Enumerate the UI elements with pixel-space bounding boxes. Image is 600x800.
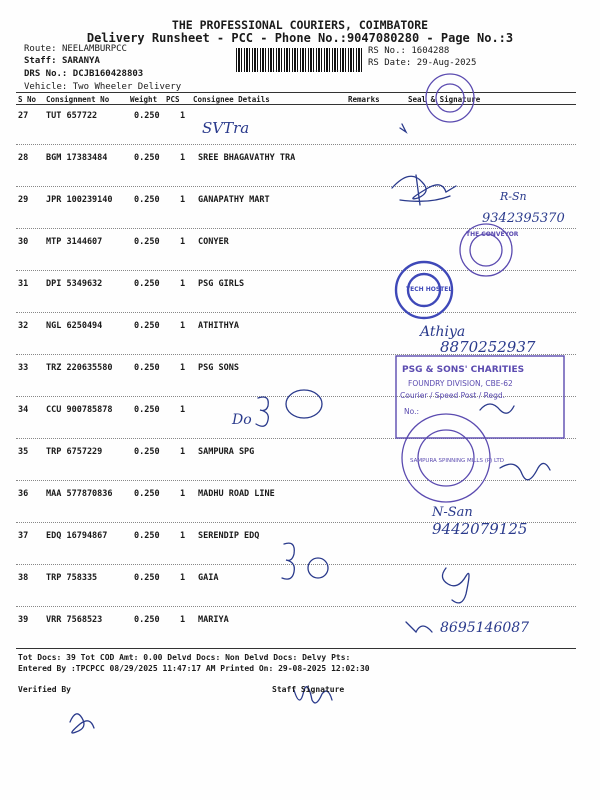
table-row: 29 JPR 100239140 0.250 1 GANAPATHY MART <box>18 195 270 205</box>
handwritten-r39: 8695146087 <box>440 620 530 636</box>
handwritten-r37-phone: 9442079125 <box>432 520 528 538</box>
table-row: 30 MTP 3144607 0.250 1 CONYER <box>18 237 229 247</box>
table-row: 32 NGL 6250494 0.250 1 ATHITHYA <box>18 321 239 331</box>
rs-date-line: RS Date: 29-Aug-2025 <box>368 58 477 68</box>
stamp-no: No.: <box>404 407 419 416</box>
table-row: 33 TRZ 220635580 0.250 1 PSG SONS <box>18 363 239 373</box>
conveyor-stamp-text: THE CONVEYOR <box>466 231 519 238</box>
table-row: 39 VRR 7568523 0.250 1 MARIYA <box>18 615 229 625</box>
row-divider <box>16 606 576 607</box>
row-divider <box>16 522 576 523</box>
col-consignee: Consignee Details <box>193 95 270 104</box>
verified-signature <box>70 714 94 733</box>
handwritten-r34: Do <box>232 412 252 428</box>
hostel-stamp-text: TECH HOSTEL <box>406 286 453 293</box>
row-divider <box>16 354 576 355</box>
table-row: 28 BGM 17383484 0.250 1 SREE BHAGAVATHY TRA <box>18 153 296 163</box>
handwritten-r29-name: R-Sn <box>500 190 527 203</box>
table-row: 36 MAA 577870836 0.250 1 MADHU ROAD LINE <box>18 489 275 499</box>
handwritten-r27: SVTra <box>202 119 250 137</box>
runsheet-title: Delivery Runsheet - PCC - Phone No.:9047080280 - Page No.:3 <box>86 31 514 45</box>
verified-by-label: Verified By <box>18 685 71 694</box>
stamp-courier: Courier / Speed Post / Regd. <box>400 391 506 400</box>
col-remarks: Remarks <box>348 95 380 104</box>
barcode <box>236 48 364 72</box>
handwritten-r37-name: N-San <box>432 505 473 520</box>
drs-line: DRS No.: DCJB160428803 <box>24 69 144 79</box>
table-row: 38 TRP 758335 0.250 1 GAIA <box>18 573 219 583</box>
header-rule <box>16 92 576 93</box>
stamp-psg-charities: PSG & SONS' CHARITIES <box>402 365 525 375</box>
handwritten-r29-phone: 9342395370 <box>482 211 565 226</box>
table-row: 27 TUT 657722 0.250 1 <box>18 111 186 121</box>
row-divider <box>16 228 576 229</box>
row-divider <box>16 438 576 439</box>
table-row: 34 CCU 900785878 0.250 1 <box>18 405 186 415</box>
totals-line: Tot Docs: 39 Tot COD Amt: 0.00 Delvd Docs: Non Delvd Docs: Delvy Pts: <box>18 653 351 662</box>
stamp-foundry: FOUNDRY DIVISION, CBE-62 <box>408 379 513 388</box>
staff-line: Staff: SARANYA <box>24 56 100 66</box>
row-divider <box>16 144 576 145</box>
staff-value: SARANYA <box>61 56 100 66</box>
table-row: 37 EDQ 16794867 0.250 1 SERENDIP EDQ <box>18 531 260 541</box>
col-pcs: PCS <box>166 95 180 104</box>
staff-signature-label: Staff Signature <box>272 685 345 694</box>
handwritten-r32: Athiya <box>420 324 466 340</box>
row-divider <box>16 480 576 481</box>
table-row: 35 TRP 6757229 0.250 1 SAMPURA SPG <box>18 447 255 457</box>
row-divider <box>16 564 576 565</box>
table-bottom-rule <box>16 648 576 649</box>
company-title: THE PROFESSIONAL COURIERS, COIMBATORE <box>171 18 429 32</box>
row-divider <box>16 270 576 271</box>
col-weight: Weight <box>130 95 158 104</box>
entered-printed-line: Entered By :TPCPCC 08/29/2025 11:47:17 AM Printed On: 29-08-2025 12:02:30 <box>18 664 370 673</box>
route-line: Route: NEELAMBURPCC <box>24 44 127 54</box>
table-row: 31 DPI 5349632 0.250 1 PSG GIRLS <box>18 279 245 289</box>
col-sno: S No <box>18 95 37 104</box>
rs-no-line: RS No.: 1604288 <box>368 46 450 56</box>
handwritten-r33: 8870252937 <box>440 338 536 356</box>
col-seal-signature: Seal & Signature <box>408 95 481 104</box>
vehicle-line: Vehicle: Two Wheeler Delivery <box>24 82 182 92</box>
drs-value: DCJB160428803 <box>72 69 144 79</box>
row-divider <box>16 186 576 187</box>
route-value: NEELAMBURPCC <box>61 44 127 54</box>
row-divider <box>16 396 576 397</box>
sampura-stamp-text: SAMPURA SPINNING MILLS (P) LTD <box>410 458 504 464</box>
col-consignment: Consignment No <box>46 95 110 104</box>
row-divider <box>16 312 576 313</box>
